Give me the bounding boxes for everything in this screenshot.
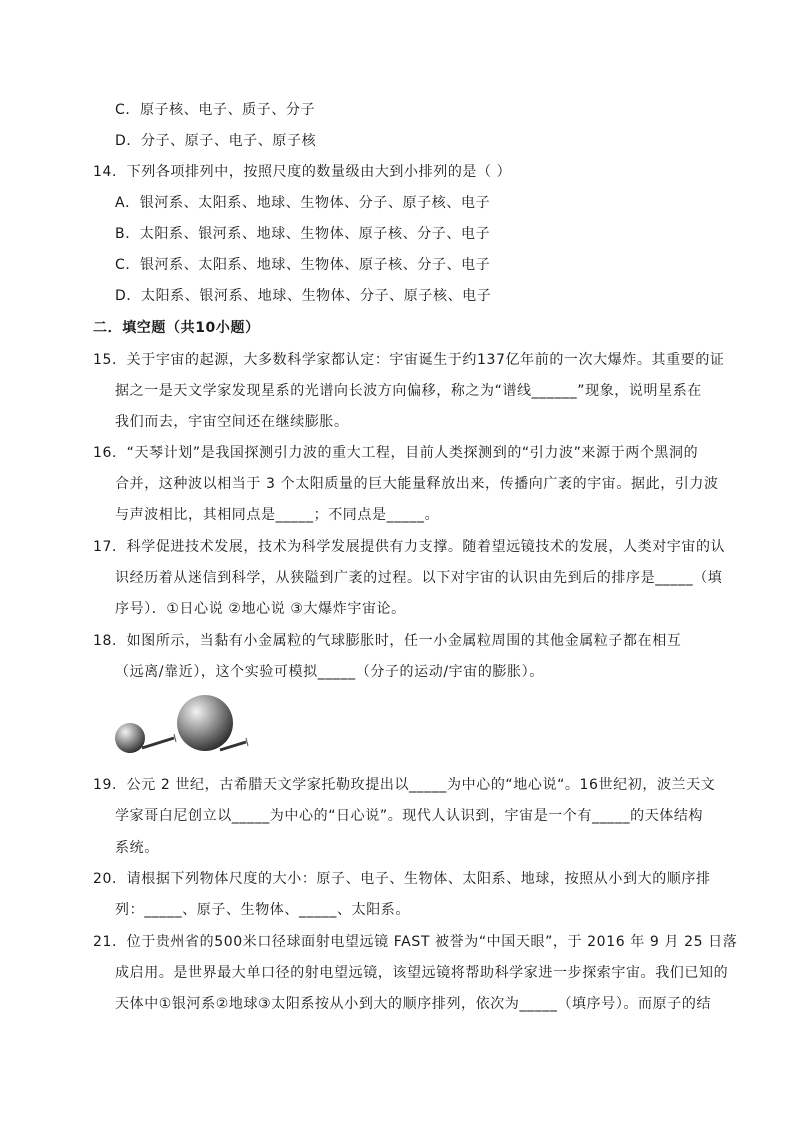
small-balloon bbox=[115, 723, 145, 753]
question-17-line-1: 17．科学促进技术发展，技术为科学发展提供有力支撑。随着望远镜技术的发展，人类对宇宙的认 bbox=[93, 539, 726, 555]
question-20-line-2: 列：_____、原子、生物体、_____、太阳系。 bbox=[115, 902, 410, 918]
question-15-line-1: 15．关于宇宙的起源，大多数科学家都认定：宇宙诞生于约137亿年前的一次大爆炸。其重要的证 bbox=[93, 352, 725, 368]
question-16-line-1: 16．“天琴计划”是我国探测引力波的重大工程，目前人类探测到的“引力波”来源于两个黑洞的 bbox=[93, 445, 699, 461]
small-balloon-tube bbox=[142, 738, 174, 748]
option-13-d: D．分子、原子、电子、原子核 bbox=[115, 133, 317, 149]
question-17-line-3: 序号）．①日心说 ②地心说 ③大爆炸宇宙论。 bbox=[115, 601, 406, 617]
question-15-line-2: 据之一是天文学家发现星系的光谱向长波方向偏移，称之为“谱线______”现象，说明星系在 bbox=[115, 383, 702, 399]
question-21-line-2: 成启用。是世界最大单口径的射电望远镜，该望远镜将帮助科学家进一步探索宇宙。我们已知的 bbox=[115, 965, 729, 981]
option-13-c: C．原子核、电子、质子、分子 bbox=[115, 102, 316, 118]
question-19-line-1: 19．公元 2 世纪，古希腊天文学家托勒玫提出以_____为中心的“地心说“。16世纪初，波兰天文 bbox=[93, 777, 716, 793]
question-15-line-3: 我们而去，宇宙空间还在继续膨胀。 bbox=[115, 414, 349, 430]
option-14-c: C．银河系、太阳系、地球、生物体、原子核、分子、电子 bbox=[115, 257, 491, 273]
option-14-b: B．太阳系、银河系、地球、生物体、原子核、分子、电子 bbox=[115, 226, 491, 242]
large-balloon-tube-end bbox=[246, 738, 248, 746]
question-16-line-3: 与声波相比，其相同点是_____；不同点是_____。 bbox=[115, 507, 440, 523]
question-19-line-3: 系统。 bbox=[115, 840, 159, 856]
option-14-d: D．太阳系、银河系、地球、生物体、分子、原子核、电子 bbox=[115, 288, 492, 304]
question-21-line-1: 21．位于贵州省的500米口径球面射电望远镜 FAST 被誉为“中国天眼”，于 2016 年 9 月 25 日落 bbox=[93, 934, 738, 950]
question-17-line-2: 识经历着从迷信到科学，从狭隘到广袤的过程。以下对宇宙的认识由先到后的排序是_____（填 bbox=[115, 570, 723, 586]
option-14-a: A．银河系、太阳系、地球、生物体、分子、原子核、电子 bbox=[115, 195, 491, 211]
question-16-line-2: 合并，这种波以相当于 3 个太阳质量的巨大能量释放出来，传播向广袤的宇宙。据此，引力波 bbox=[115, 476, 719, 492]
question-18-line-1: 18．如图所示，当黏有小金属粒的气球膨胀时，任一小金属粒周围的其他金属粒子都在相互 bbox=[93, 633, 682, 649]
question-14: 14．下列各项排列中，按照尺度的数量级由大到小排列的是（ ） bbox=[93, 164, 512, 180]
small-balloon-tube-end bbox=[174, 734, 176, 742]
question-18-line-2: （远离/靠近），这个实验可模拟_____（分子的运动/宇宙的膨胀）。 bbox=[115, 664, 544, 680]
balloon-figure bbox=[112, 690, 252, 760]
section-heading: 二．填空题（共10小题） bbox=[93, 320, 260, 336]
question-21-line-3: 天体中①银河系②地球③太阳系按从小到大的顺序排列，依次为_____（填序号）。而原子的结 bbox=[115, 996, 712, 1012]
question-20-line-1: 20．请根据下列物体尺度的大小：原子、电子、生物体、太阳系、地球，按照从小到大的顺序排 bbox=[93, 871, 711, 887]
question-19-line-2: 学家哥白尼创立以_____为中心的“日心说”。现代人认识到，宇宙是一个有_____的天体结构 bbox=[115, 808, 704, 824]
large-balloon bbox=[177, 695, 233, 751]
